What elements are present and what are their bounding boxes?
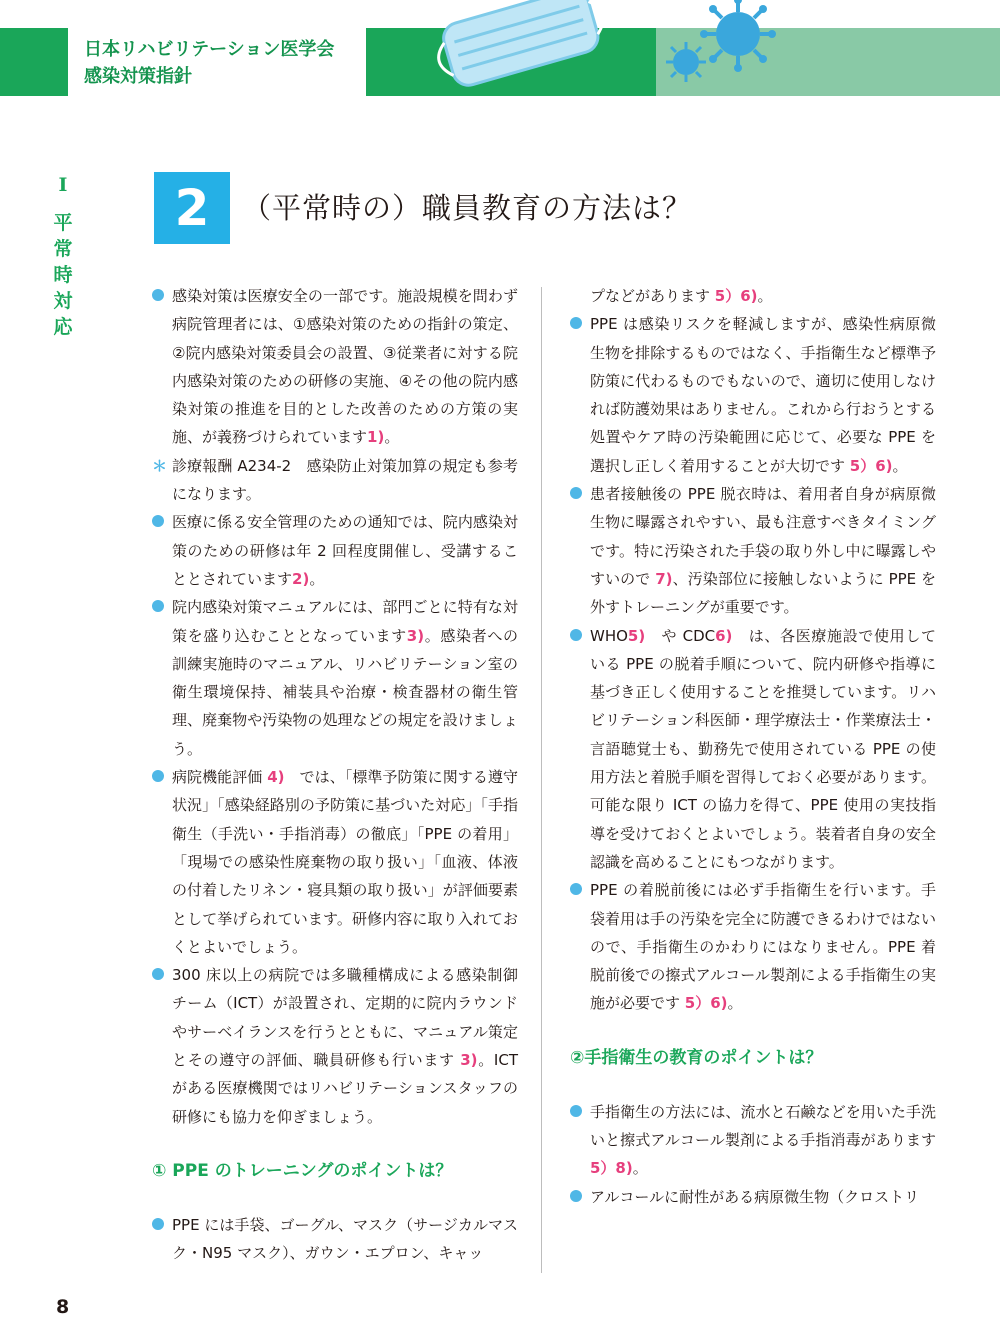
- bullet-paragraph: 感染対策は医療安全の一部です。施設規模を問わず病院管理者には、①感染対策のための指針の策定、②院内感染対策委員会の設置、③従業者に対する院内感染対策のための研修の実施、④その他の院内感染対策の推進を目的とした改善のための方策の実施、が義務づけられています1)。: [152, 282, 518, 452]
- bullet-paragraph: 病院機能評価 4) では、「標準予防策に関する遵守状況」「感染経路別の予防策に基づいた対応」「手指衛生（手洗い・手指消毒）の徹底」「PPE の着用」「現場での感染性廃棄物の取り扱い」「血液、体液の付着したリネン・寝具類の取り扱い」が評価要素として挙げられています。研修内容に取り入れておくとよいでしょう。: [152, 763, 518, 961]
- virus-small-icon: [666, 42, 706, 82]
- section-number-badge: 2: [154, 172, 230, 244]
- bullet-dot-icon: [570, 317, 582, 329]
- bullet-dot-icon: [152, 1218, 164, 1230]
- reference: 5）6): [714, 287, 758, 305]
- bullet-dot-icon: [570, 629, 582, 641]
- section-title: （平常時の）職員教育の方法は？: [242, 191, 693, 225]
- asterisk-icon: ＊: [152, 456, 168, 475]
- bullet-paragraph: PPE は感染リスクを軽減しますが、感染性病原微生物を排除するものではなく、手指衛生など標準予防策に代わるものでもないので、適切に使用しなければ防護効果はありません。これから行おうとする処置やケア時の汚染範囲に応じて、必要な PPE を選択し正しく着用することが大切です 5）6)。: [570, 310, 936, 480]
- chapter-char: 常: [53, 238, 73, 260]
- bullet-paragraph: 院内感染対策マニュアルには、部門ごとに特有な対策を盛り込むこととなっています3)。感染者への訓練実施時のマニュアル、リハビリテーション室の衛生環境保持、補装具や治療・検査器材の衛生管理、廃棄物や汚染物の処理などの規定を設けましょう。: [152, 593, 518, 763]
- header-title-line1: 日本リハビリテーション医学会: [84, 39, 335, 60]
- reference: 5）8): [590, 1159, 633, 1178]
- bullet-dot-icon: [152, 770, 164, 782]
- chapter-char: 応: [53, 316, 73, 338]
- mask-virus-illustration: [366, 0, 1000, 96]
- reference: 3): [460, 1051, 478, 1070]
- subheading-hand-hygiene: ②手指衛生の教育のポイントは？: [570, 1047, 823, 1068]
- bullet-dot-icon: [152, 289, 164, 301]
- header-title-line2: 感染対策指針: [84, 66, 192, 87]
- right-column: [570, 282, 936, 1211]
- chapter-char: 平: [53, 212, 73, 234]
- bullet-dot-icon: [570, 487, 582, 499]
- header-accent-block: [0, 28, 68, 96]
- bullet-dot-icon: [570, 1105, 582, 1117]
- note-paragraph: ＊ 診療報酬 A234-2 感染防止対策加算の規定も参考になります。: [152, 452, 518, 509]
- chapter-roman: I: [58, 174, 68, 196]
- reference: 5）6): [684, 994, 728, 1013]
- bullet-paragraph: WHO5) や CDC6) は、各医療施設で使用している PPE の脱着手順について、院内研修や指導に基づき正しく使用することを推奨しています。リハビリテーション科医師・理学療法士・作業療法士・言語聴覚士も、勤務先で使用されている PPE の使用方法と着脱手順を習得しておく必要があります。可能な限り ICT の協力を得て、PPE 使用の実技指導を受けておくとよいでしょう。装着者自身の安全認識を高めることにもつながります。: [570, 622, 936, 877]
- bullet-dot-icon: [152, 600, 164, 612]
- header-title: [84, 36, 334, 90]
- bullet-dot-icon: [152, 968, 164, 980]
- bullet-dot-icon: [570, 883, 582, 895]
- chapter-label: [52, 172, 74, 340]
- reference: 5): [627, 626, 646, 645]
- bullet-dot-icon: [152, 515, 164, 527]
- continued-paragraph: プなどがあります 5）6)。: [590, 287, 773, 305]
- bullet-paragraph: PPE には手袋、ゴーグル、マスク（サージカルマスク・N95 マスク）、ガウン・エプロン、キャッ: [152, 1211, 518, 1268]
- face-mask-icon: [430, 0, 611, 92]
- bullet-paragraph: 300 床以上の病院では多職種構成による感染制御チーム（ICT）が設置され、定期的に院内ラウンドやサーベイランスを行うとともに、マニュアル策定とその遵守の評価、職員研修も行います 3)。ICT がある医療機関ではリハビリテーションスタッフの研修にも協力を仰ぎましょう。: [152, 961, 518, 1131]
- subheading-ppe-training: ① PPE のトレーニングのポイントは？: [152, 1160, 453, 1181]
- left-column: [152, 282, 518, 1268]
- chapter-char: 時: [53, 264, 73, 286]
- reference: 6): [715, 626, 733, 645]
- reference: 7): [655, 569, 673, 588]
- reference: 3): [406, 626, 425, 645]
- chapter-char: 対: [53, 290, 73, 312]
- bullet-paragraph: 患者接触後の PPE 脱衣時は、着用者自身が病原微生物に曝露されやすい、最も注意すべきタイミングです。特に汚染された手袋の取り外し中に曝露しやすいので 7)、汚染部位に接触しないように PPE を外すトレーニングが重要です。: [570, 480, 936, 621]
- reference: 5）6): [849, 456, 893, 475]
- bullet-dot-icon: [570, 1190, 582, 1202]
- column-divider: [541, 287, 542, 1273]
- bullet-paragraph: PPE の着脱前後には必ず手指衛生を行います。手袋着用は手の汚染を完全に防護できるわけではないので、手指衛生のかわりにはなりません。PPE 着脱前後での擦式アルコール製剤による手指衛生の実施が必要です 5）6)。: [570, 876, 936, 1017]
- reference: 1): [367, 428, 385, 447]
- page-number: 8: [56, 1296, 70, 1318]
- reference: 2): [292, 569, 310, 588]
- virus-icon: [700, 0, 776, 72]
- bullet-paragraph: 医療に係る安全管理のための通知では、院内感染対策のための研修は年 2 回程度開催し、受講することとされています2)。: [152, 508, 518, 593]
- reference: 4): [267, 768, 285, 787]
- bullet-paragraph: 手指衛生の方法には、流水と石鹸などを用いた手洗いと擦式アルコール製剤による手指消毒があります 5）8)。: [570, 1098, 936, 1183]
- bullet-paragraph: アルコールに耐性がある病原微生物（クロストリ: [570, 1183, 936, 1211]
